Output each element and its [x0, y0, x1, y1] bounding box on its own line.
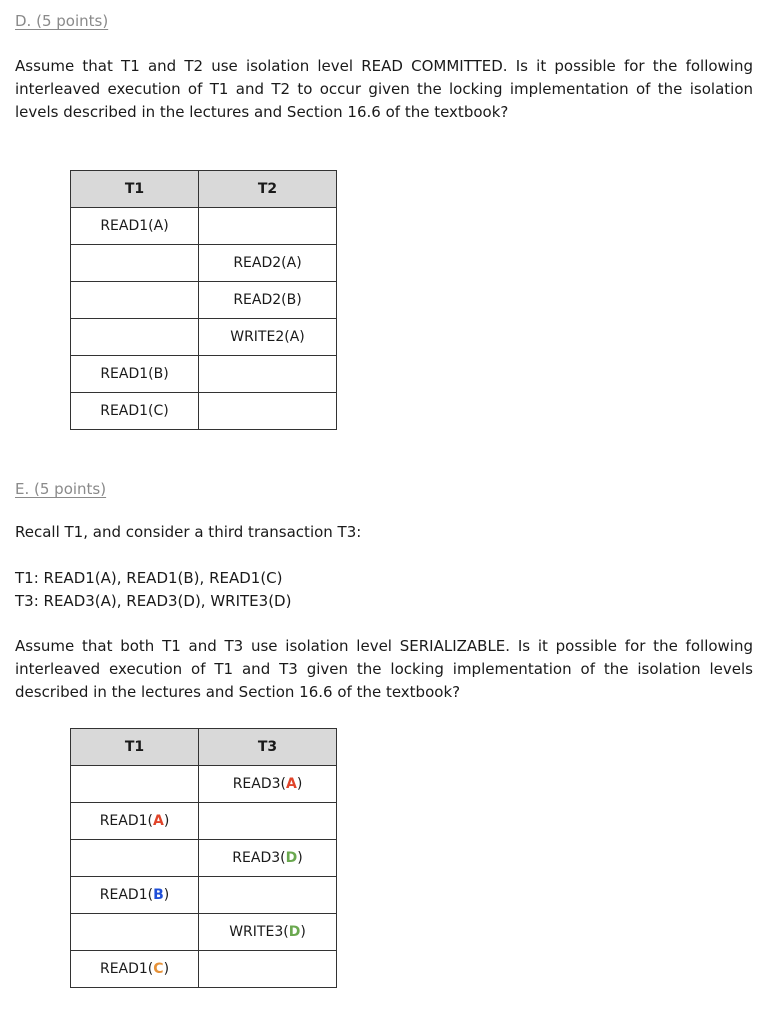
- operation-name: READ1(: [99, 887, 154, 903]
- data-item: A: [286, 776, 297, 792]
- data-item: B: [153, 887, 164, 903]
- operation-close: ): [296, 776, 303, 792]
- t1-cell: [71, 877, 199, 914]
- t1-cell: [71, 282, 199, 319]
- part-e-heading: E. (5 points): [15, 480, 107, 498]
- table-row: [71, 914, 337, 951]
- part-d-schedule-table: [70, 170, 337, 430]
- table-row: [71, 319, 337, 356]
- t2-cell: READ2(A): [199, 245, 337, 282]
- table-row: [71, 766, 337, 803]
- column-header-t2: T2: [199, 171, 337, 208]
- data-item: C: [153, 961, 164, 977]
- column-header-t1: T1: [71, 729, 199, 766]
- t1-cell: [71, 319, 199, 356]
- data-item: D: [285, 850, 298, 866]
- operation-close: ): [163, 887, 170, 903]
- t1-cell: [71, 840, 199, 877]
- t1-cell: READ1(A): [71, 208, 199, 245]
- column-header-t1: T1: [71, 171, 199, 208]
- table-row: [71, 245, 337, 282]
- table-row: [71, 951, 337, 988]
- operation-name: WRITE3(: [229, 924, 289, 940]
- t2-cell: [199, 393, 337, 430]
- operation-close: ): [163, 813, 170, 829]
- operation-name: READ1(: [99, 961, 154, 977]
- operation-close: ): [163, 961, 170, 977]
- t1-cell: [71, 914, 199, 951]
- operation-close: ): [300, 924, 306, 940]
- t3-cell: [199, 840, 337, 877]
- table-row: [71, 393, 337, 430]
- t1-cell: READ1(C): [71, 393, 199, 430]
- t1-cell: READ1(B): [71, 356, 199, 393]
- part-d-heading: D. (5 points): [15, 12, 109, 30]
- table-row: [71, 356, 337, 393]
- table-row: [71, 282, 337, 319]
- table-row: [71, 208, 337, 245]
- part-e-intro: Recall T1, and consider a third transaction T3:: [15, 523, 362, 541]
- t3-cell: [199, 877, 337, 914]
- t1-definition: T1: READ1(A), READ1(B), READ1(C): [15, 569, 283, 587]
- t3-cell: [199, 766, 337, 803]
- t2-cell: WRITE2(A): [199, 319, 337, 356]
- t2-cell: [199, 208, 337, 245]
- data-item: A: [153, 813, 164, 829]
- t1-cell: [71, 245, 199, 282]
- t1-cell: [71, 766, 199, 803]
- operation-name: READ3(: [232, 776, 286, 792]
- t2-cell: READ2(B): [199, 282, 337, 319]
- part-e-question: Assume that both T1 and T3 use isolation level SERIALIZABLE. Is it possible for the following interleaved execution of T1 and T3 given the locking implementation of the isolation levels described in the lectures and Section 16.6 of the textbook?: [15, 637, 753, 701]
- part-e-schedule-table: [70, 728, 337, 988]
- column-header-t3: T3: [199, 729, 337, 766]
- t2-cell: [199, 356, 337, 393]
- table-header-row: [71, 171, 337, 208]
- t1-cell: [71, 951, 199, 988]
- operation-name: READ1(: [99, 813, 153, 829]
- table-row: [71, 840, 337, 877]
- operation-close: ): [297, 850, 303, 866]
- operation-name: READ3(: [232, 850, 286, 866]
- t1-cell: [71, 803, 199, 840]
- table-row: [71, 877, 337, 914]
- data-item: D: [288, 924, 301, 940]
- t3-cell: [199, 951, 337, 988]
- part-d-question: Assume that T1 and T2 use isolation level READ COMMITTED. Is it possible for the following interleaved execution of T1 and T2 to occur given the locking implementation of the isolation levels described in the lectures and Section 16.6 of the textbook?: [15, 57, 753, 121]
- table-row: [71, 803, 337, 840]
- table-header-row: [71, 729, 337, 766]
- t3-cell: [199, 914, 337, 951]
- t3-definition: T3: READ3(A), READ3(D), WRITE3(D): [15, 592, 292, 610]
- t3-cell: [199, 803, 337, 840]
